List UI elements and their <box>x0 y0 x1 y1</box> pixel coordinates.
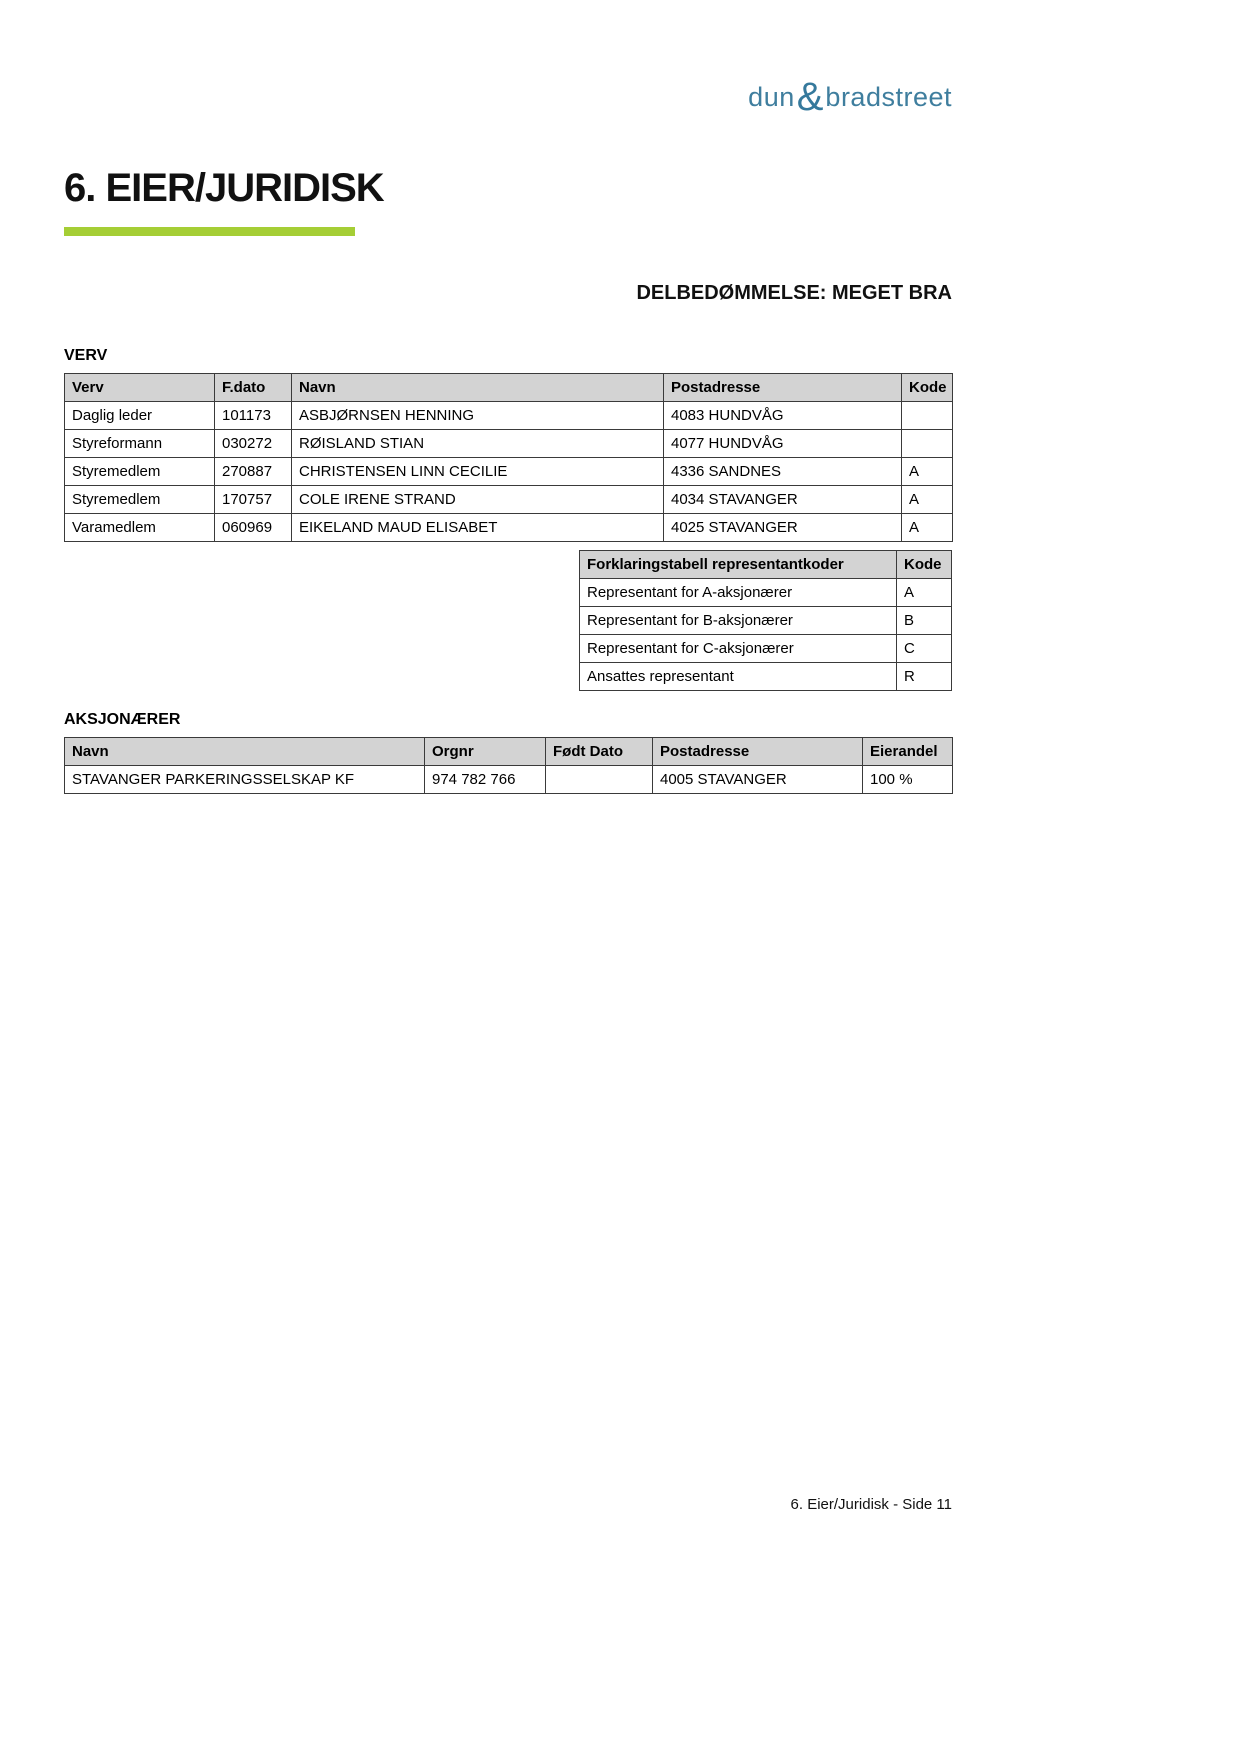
table-cell: 974 782 766 <box>425 766 546 794</box>
table-row <box>580 663 952 691</box>
table-cell: Representant for C-aksjonærer <box>580 635 897 663</box>
column-header: Navn <box>65 738 425 766</box>
table-header-row <box>580 551 952 579</box>
table-cell: EIKELAND MAUD ELISABET <box>292 514 664 542</box>
table-header-row <box>65 374 953 402</box>
column-header: Eierandel <box>863 738 953 766</box>
table-cell <box>546 766 653 794</box>
column-header: Verv <box>65 374 215 402</box>
table-cell: 270887 <box>215 458 292 486</box>
table-cell: ASBJØRNSEN HENNING <box>292 402 664 430</box>
column-header: Navn <box>292 374 664 402</box>
page-footer: 6. Eier/Juridisk - Side 11 <box>790 1496 952 1513</box>
table-cell: 4077 HUNDVÅG <box>664 430 902 458</box>
column-header: F.dato <box>215 374 292 402</box>
table-row <box>580 607 952 635</box>
table-cell: 4083 HUNDVÅG <box>664 402 902 430</box>
logo-ampersand-icon: & <box>796 75 824 119</box>
column-header: Orgnr <box>425 738 546 766</box>
table-cell: 030272 <box>215 430 292 458</box>
table-cell: 060969 <box>215 514 292 542</box>
table-cell: Styreformann <box>65 430 215 458</box>
table-row <box>65 514 953 542</box>
table-cell: R <box>897 663 952 691</box>
verv-table <box>64 373 953 542</box>
table-header-row <box>65 738 953 766</box>
page-title: 6. EIER/JURIDISK <box>64 166 384 210</box>
table-cell: A <box>902 458 953 486</box>
table-cell: 4034 STAVANGER <box>664 486 902 514</box>
assessment-heading: DELBEDØMMELSE: MEGET BRA <box>636 282 952 304</box>
verv-section-label: VERV <box>64 347 108 364</box>
table-cell: 100 % <box>863 766 953 794</box>
column-header: Født Dato <box>546 738 653 766</box>
table-row <box>65 766 953 794</box>
column-header: Postadresse <box>664 374 902 402</box>
table-cell: CHRISTENSEN LINN CECILIE <box>292 458 664 486</box>
table-row <box>580 579 952 607</box>
table-row <box>65 486 953 514</box>
table-row <box>65 458 953 486</box>
table-cell: C <box>897 635 952 663</box>
table-cell: Daglig leder <box>65 402 215 430</box>
table-cell: Ansattes representant <box>580 663 897 691</box>
page-content <box>64 0 952 794</box>
table-cell: Styremedlem <box>65 486 215 514</box>
table-row <box>65 402 953 430</box>
table-cell <box>902 402 953 430</box>
accent-bar <box>64 227 355 236</box>
column-header: Forklaringstabell representantkoder <box>580 551 897 579</box>
table-cell: 170757 <box>215 486 292 514</box>
table-cell: Representant for A-aksjonærer <box>580 579 897 607</box>
table-cell: A <box>902 486 953 514</box>
column-header: Postadresse <box>653 738 863 766</box>
table-cell: 4025 STAVANGER <box>664 514 902 542</box>
table-cell: 4336 SANDNES <box>664 458 902 486</box>
logo-word-dun: dun <box>748 82 795 112</box>
table-cell <box>902 430 953 458</box>
dun-bradstreet-logo <box>64 72 952 119</box>
column-header: Kode <box>902 374 953 402</box>
table-cell: Representant for B-aksjonærer <box>580 607 897 635</box>
aksjonaerer-section-label: AKSJONÆRER <box>64 711 181 728</box>
table-row <box>580 635 952 663</box>
table-cell: Varamedlem <box>65 514 215 542</box>
table-cell: 4005 STAVANGER <box>653 766 863 794</box>
table-cell: A <box>902 514 953 542</box>
table-cell: RØISLAND STIAN <box>292 430 664 458</box>
logo-word-bradstreet: bradstreet <box>825 82 952 112</box>
aksjonaerer-table <box>64 737 953 794</box>
table-cell: STAVANGER PARKERINGSSELSKAP KF <box>65 766 425 794</box>
table-cell: Styremedlem <box>65 458 215 486</box>
table-cell: 101173 <box>215 402 292 430</box>
forklaring-table <box>579 550 952 691</box>
table-cell: A <box>897 579 952 607</box>
table-cell: COLE IRENE STRAND <box>292 486 664 514</box>
column-header: Kode <box>897 551 952 579</box>
table-cell: B <box>897 607 952 635</box>
table-row <box>65 430 953 458</box>
